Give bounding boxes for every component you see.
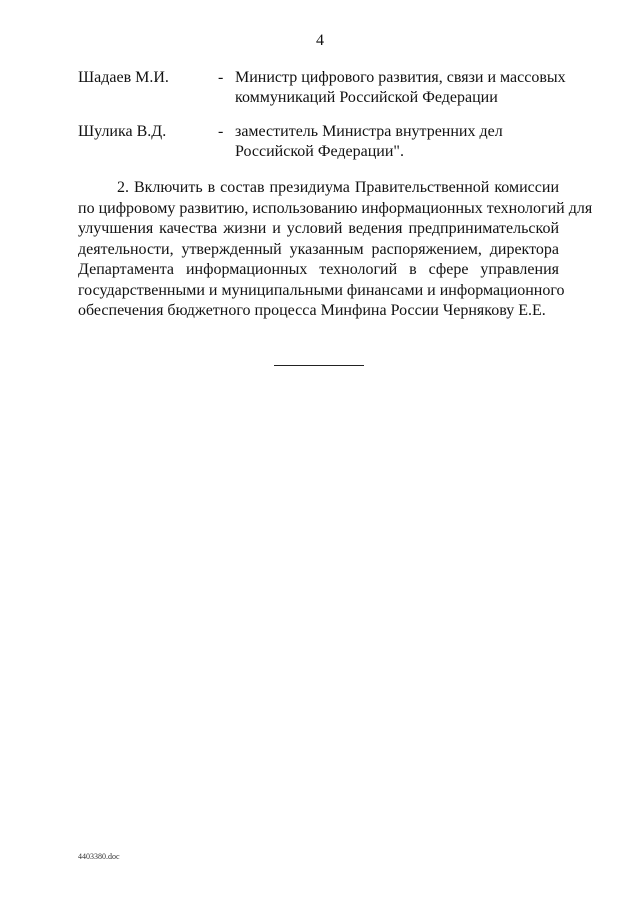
member-position bbox=[235, 68, 565, 108]
paragraph-item-2 bbox=[78, 178, 593, 322]
member-entry-shulika bbox=[78, 122, 578, 162]
member-entry-shadaev bbox=[78, 68, 578, 108]
member-name: Шадаев М.И. bbox=[78, 69, 169, 86]
paragraph-line: обеспечения бюджетного процесса Минфина России Чернякову Е.Е. bbox=[78, 302, 546, 319]
paragraph-line: Департамента информационных технологий в сфере управления bbox=[78, 261, 559, 278]
member-position-line: коммуникаций Российской Федерации bbox=[235, 89, 498, 106]
member-position bbox=[235, 122, 565, 162]
paragraph-line: улучшения качества жизни и условий ведения предпринимательской bbox=[78, 220, 559, 237]
member-position-line: Министр цифрового развития, связи и массовых bbox=[235, 69, 566, 86]
member-dash: - bbox=[218, 69, 224, 86]
paragraph-line: деятельности, утвержденный указанным распоряжением, директора bbox=[78, 240, 559, 258]
page-number: 4 bbox=[316, 32, 324, 49]
member-dash: - bbox=[218, 123, 224, 140]
member-position-line: заместитель Министра внутренних дел bbox=[235, 123, 503, 140]
paragraph-line: по цифровому развитию, использованию информационных технологий для bbox=[78, 199, 593, 217]
member-name: Шулика В.Д. bbox=[78, 123, 167, 140]
document-code: 4403380.doc bbox=[78, 852, 120, 861]
paragraph-line: государственными и муниципальными финансами и информационного bbox=[78, 281, 565, 299]
member-position-line: Российской Федерации". bbox=[235, 143, 404, 160]
end-separator-line bbox=[274, 365, 364, 366]
paragraph-line: 2. Включить в состав президиума Правительственной комиссии bbox=[117, 179, 559, 196]
